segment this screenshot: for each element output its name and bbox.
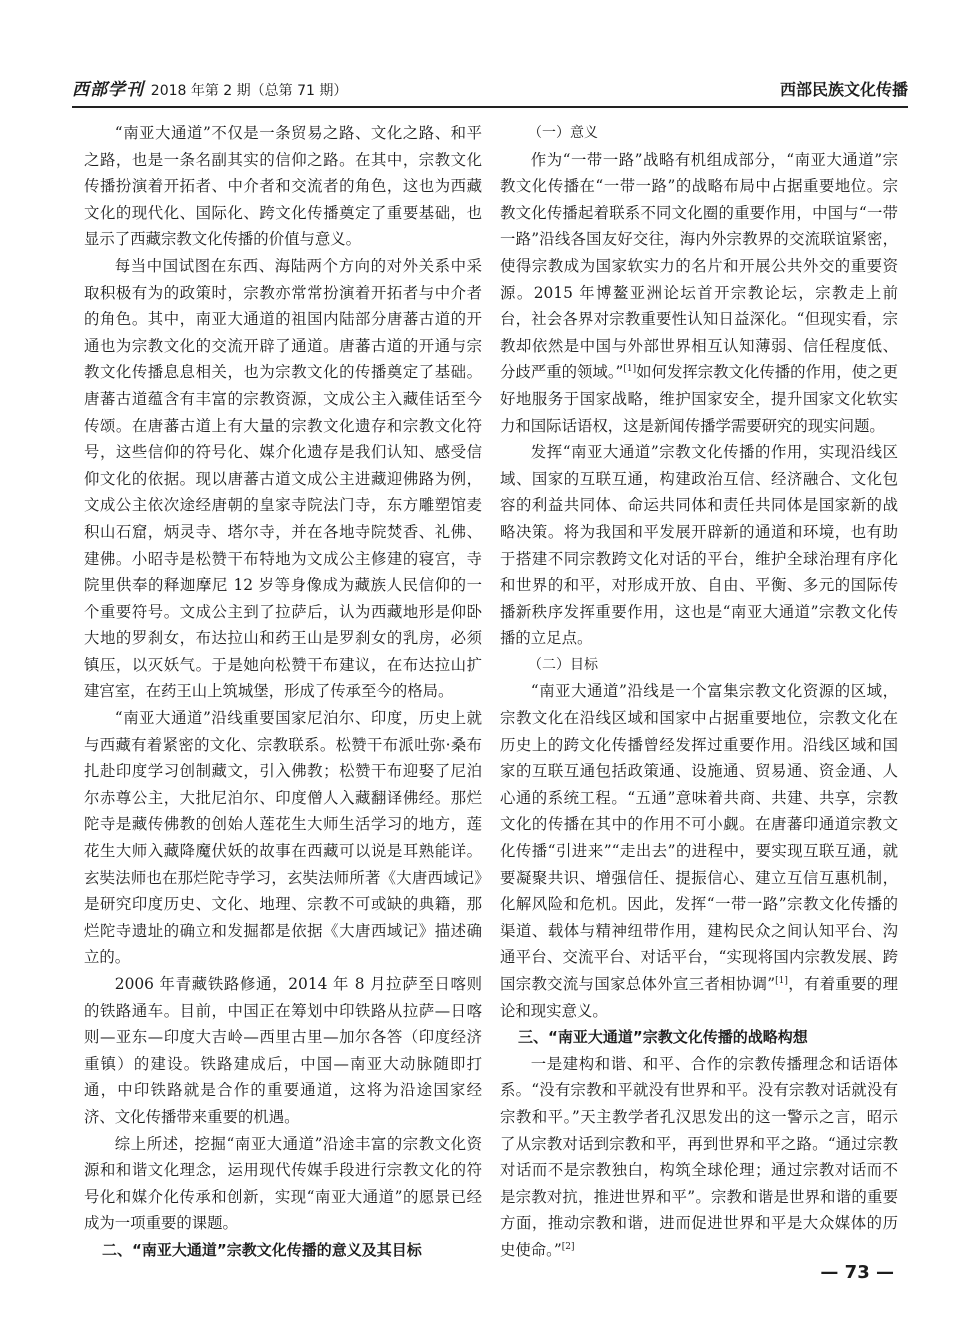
subsection-heading: （二）目标 bbox=[528, 656, 598, 673]
issue-info: 2018 年第 2 期（总第 71 期） bbox=[150, 83, 348, 99]
journal-logo: 西部学刊 bbox=[72, 80, 144, 100]
paragraph-text: 作为“一带一路”战略有机组成部分，“南亚大通道”宗教文化传播在“一带一路”的战略布局中占据重要地位。宗教文化传播起着联系不同文化圈的重要作用，中国与“一带一路”沿线各国友好交往，海内外宗教界的交流联谊紧密，使得宗教成为国家软实力的名片和开展公共外交的重要资源。2015 年博鳌亚洲论坛首开宗教论坛，宗教走上前台，社会各界对宗教重要性认知日益深化。“但现实看，宗教却依然是中国与外部世界相互认知薄弱、信任程度低、分歧严重的领域。” bbox=[500, 150, 898, 382]
paragraph bbox=[500, 678, 898, 1024]
paragraph-text: “南亚大通道”沿线是一个富集宗教文化资源的区域，宗教文化在沿线区域和国家中占据重要地位，宗教文化在历史上的跨文化传播曾经发挥过重要作用。沿线区域和国家的互联互通包括政策通、设施通、贸易通、资金通、人心通的系统工程。“五通”意味着共商、共建、共享，宗教文化的传播在其中的作用不可小觑。在唐蕃印通道宗教文化传播“引进来”“走出去”的进程中，要实现互联互通，就要凝聚共识、增强信任、提振信心、建立互信互惠机制，化解风险和危机。因此，发挥“一带一路”宗教文化传播的渠道、载体与精神纽带作用，建构民众之间认知平台、沟通平台、交流平台、对话平台，“实现将国内宗教发展、跨国宗教交流与国家总体外宣三者相协调” bbox=[500, 682, 898, 993]
paragraph: 每当中国试图在东西、海陆两个方向的对外关系中采取积极有为的政策时，宗教亦常常扮演着开拓者与中介者的角色。其中，南亚大通道的祖国内陆部分唐蕃古道的开通也为宗教文化的交流开辟了通道。唐蕃古道的开通与宗教文化传播息息相关，也为宗教文化的传播奠定了基础。唐蕃古道蕴含有丰富的宗教资源，文成公主入藏佳话至今传颂。在唐蕃古道上有大量的宗教文化遗存和宗教文化符号，这些信仰的符号化、媒介化遗存是我们认知、感受信仰文化的依据。现以唐蕃古道文成公主进藏迎佛路为例，文成公主依次途经唐朝的皇家寺院法门寺，东方雕塑馆麦积山石窟，炳灵寺、塔尔寺，并在各地寺院焚香、礼佛、建佛。小昭寺是松赞干布特地为文成公主修建的寝宫，寺院里供奉的释迦摩尼 12 岁等身像成为藏族人民信仰的一个重要符号。文成公主到了拉萨后，认为西藏地形是仰卧大地的罗刹女，布达拉山和药王山是罗刹女的乳房，必须镇压，以灭妖气。于是她向松赞干布建议，在布达拉山扩建宫室，在药王山上筑城堡，形成了传承至今的格局。 bbox=[84, 256, 482, 701]
citation-ref: [1] bbox=[623, 364, 637, 375]
left-column bbox=[84, 120, 482, 1264]
subsection-heading: （一）意义 bbox=[528, 125, 598, 141]
running-header bbox=[72, 72, 908, 108]
paragraph: 发挥“南亚大通道”宗教文化传播的作用，实现沿线区域、国家的互联互通，构建政治互信、经济融合、文化包容的利益共同体、命运共同体和责任共同体是国家新的战略决策。将为我国和平发展开辟新的通道和环境，也有助于搭建不同宗教跨文化对话的平台，维护全球治理有序化和世界的和平，对形成开放、自由、平衡、多元的国际传播新秩序发挥重要作用，这也是“南亚大通道”宗教文化传播的立足点。 bbox=[500, 443, 898, 648]
section-heading: 二、“南亚大通道”宗教文化传播的意义及其目标 bbox=[102, 1240, 422, 1259]
paragraph: 综上所述，挖掘“南亚大通道”沿途丰富的宗教文化资源和和谐文化理念，运用现代传媒手段进行宗教文化的符号化和媒介化传承和创新，实现“南亚大通道”的愿景已经成为一项重要的课题。 bbox=[84, 1134, 482, 1233]
paragraph-text: ，有着重要的理论和现实意义。 bbox=[500, 975, 898, 1020]
paragraph: “南亚大通道”不仅是一条贸易之路、文化之路、和平之路，也是一条名副其实的信仰之路。在其中，宗教文化传播扮演着开拓者、中介者和交流者的角色，这也为西藏文化的现代化、国际化、跨文化传播奠定了重要基础，也显示了西藏宗教文化传播的价值与意义。 bbox=[84, 124, 482, 249]
page-number: — 73 — bbox=[820, 1262, 894, 1283]
right-column bbox=[500, 120, 898, 1264]
section-heading: 三、“南亚大通道”宗教文化传播的战略构想 bbox=[518, 1028, 808, 1047]
citation-ref: [1] bbox=[775, 975, 788, 986]
header-journal-info bbox=[72, 75, 347, 100]
paragraph bbox=[500, 147, 898, 440]
column-name: 西部民族文化传播 bbox=[779, 80, 908, 99]
paragraph: 2006 年青藏铁路修通，2014 年 8 月拉萨至日喀则的铁路通车。目前，中国正在筹划中印铁路从拉萨—日喀则—亚东—印度大吉岭—西里古里—加尔各答（印度经济重镇）的建设。铁路建成后，中国—南亚大动脉随即打通，中印铁路就是合作的重要通道，这将为沿途国家经济、文化传播带来重要的机遇。 bbox=[84, 975, 482, 1126]
citation-ref: [2] bbox=[561, 1241, 575, 1252]
paragraph bbox=[500, 1051, 898, 1264]
paragraph: “南亚大通道”沿线重要国家尼泊尔、印度，历史上就与西藏有着紧密的文化、宗教联系。松赞干布派吐弥·桑布扎赴印度学习创制藏文，引入佛教；松赞干布迎娶了尼泊尔赤尊公主，大批尼泊尔、印度僧人入藏翻译佛经。那烂陀寺是藏传佛教的创始人莲花生大师生活学习的地方，莲花生大师入藏降魔伏妖的故事在西藏可以说是耳熟能详。玄奘法师也在那烂陀寺学习，玄奘法师所著《大唐西域记》是研究印度历史、文化、地理、宗教不可或缺的典籍，那烂陀寺遗址的确立和发掘都是依据《大唐西域记》描述确立的。 bbox=[84, 709, 482, 967]
paragraph-text: 一是建构和谐、和平、合作的宗教传播理念和话语体系。“没有宗教和平就没有世界和平。没有宗教对话就没有宗教和平。”天主教学者孔汉思发出的这一警示之言，昭示了从宗教对话到宗教和平，再到世界和平之路。“通过宗教对话而不是宗教独白，构筑全球伦理；通过宗教对话而不是宗教对抗，推进世界和平”。宗教和谐是世界和谐的重要方面，推动宗教和谐，进而促进世界和平是大众媒体的历史使命。” bbox=[500, 1054, 898, 1259]
paragraph-text: 如何发挥宗教文化传播的作用，使之更好地服务于国家战略，维护国家安全，提升国家文化软实力和国际话语权，这是新闻传播学需要研究的现实问题。 bbox=[500, 363, 898, 435]
